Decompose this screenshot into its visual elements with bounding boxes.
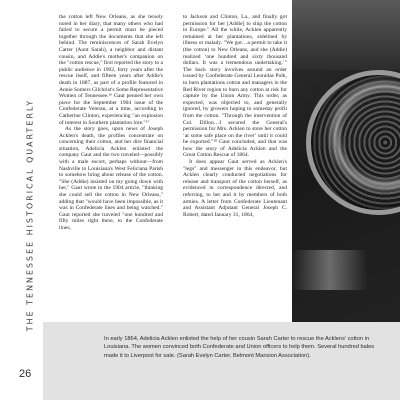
page-number: 26 — [19, 368, 32, 380]
historical-photograph — [292, 0, 400, 372]
paragraph: It does appear Gaut served as Acklen's "legs" and messenger in this endeavor, but Acklen clearly conducted negotiations for release and transport of the cotton herself, as evidenced in correspondence directed, and referring, to her and it by members of both armies. A letter from Confederate Lieutenant and Assistant Adjutant General Joseph C. Robert, dated January 31, 1864, — [183, 159, 287, 218]
photo-caption: In early 1864, Adelicia Acklen enlisted the help of her cousin Sarah Carter to rescue the Acklens' cotton in Louisiana. The women convinced both Confederate and Union officers to help them. Several hundred bales made it to Liverpool for sale. (Sarah Evelyn Carter, Belmont Mansion Association). — [104, 336, 375, 359]
caption-background — [43, 322, 400, 400]
text-column-2 — [183, 14, 287, 319]
photo-highlight — [292, 250, 400, 290]
text-column-1 — [59, 14, 163, 319]
cotton-wreath-image — [306, 70, 400, 215]
paragraph: the cotton left New Orleans, as she tersely noted in her diary, that many others who had failed to secure a permit must be pieced together through the documents that she left behind. The reminiscences of Sarah Evelyn Carter (Aunt Sarah), a neighbor and distant cousin, and Addie's mother's companion on the "cotton rescue," first reported the story to a public audience in 1902, forty years after the rescue itself, and fifteen years after Addie's death in 1887, as part of a profile featured in Annie Somers Gilchrist's Some Representative Women of Tennessee.¹⁶ Gaut penned her own piece for the September 1904 issue of the Confederate Veteran, at a time, according to Catherine Clinton, experiencing "an explosion of interest in Southern plantation lore."¹⁷ — [59, 14, 163, 126]
journal-name-vertical — [26, 45, 34, 385]
paragraph: to Jackson and Clinton, La., and finally got permission for her [Addie] to ship the cotton to Europe." All the while, Acklen apparently remained at her plantations, sidelined by illness or malady. "We got…a permit to take it (the cotton) to New Orleans, and she (Addie) realized ‘one hundred and sixty thousand dollars. It was a tremendous undertaking.’" The back story involves around an order issued by Confederate General Leonidas Polk, to burn plantations cotton and managers in the Red River region to burn any cotton at risk for capture by the Union Army. This order, as expected, was objected to, and generally ignored, by growers hoping to someday profit from the cotton. "Through the intervention of Col. Dillon…I secured the General's permission for Mrs. Acklen to store her cotton ‘at some safe place on the river’ until it could be exported."¹⁸ Gaut concluded, and that was how the story of Adelicia Acklen and the Great Cotton Rescue of 1864. — [183, 14, 287, 159]
paragraph: As the story goes, upon news of Joseph Acklen's death, the profiles concentrate on concerning their cotton, and her dire financial situation, Adelicia Acklen enlisted the company Gaut and the two traveled—possibly with a male escort, perhaps without—from Nashville to Louisiana's West Feliciana Parish to somehow bring about release of the cotton. "She (Addie) insisted on my going down with her," Gaut wrote in the 1904 article, "thinking she could sell the cotton in New Orleans," adding that "would have been impossible, as it was in Confederate lines and being watched." Gaut reported she traveled "one hundred and fifty miles right there, to the Confederate lines, — [59, 126, 163, 231]
journal-name-text: THE TENNESSEE HISTORICAL QUARTERLY — [25, 98, 35, 332]
photo-background — [292, 0, 400, 70]
